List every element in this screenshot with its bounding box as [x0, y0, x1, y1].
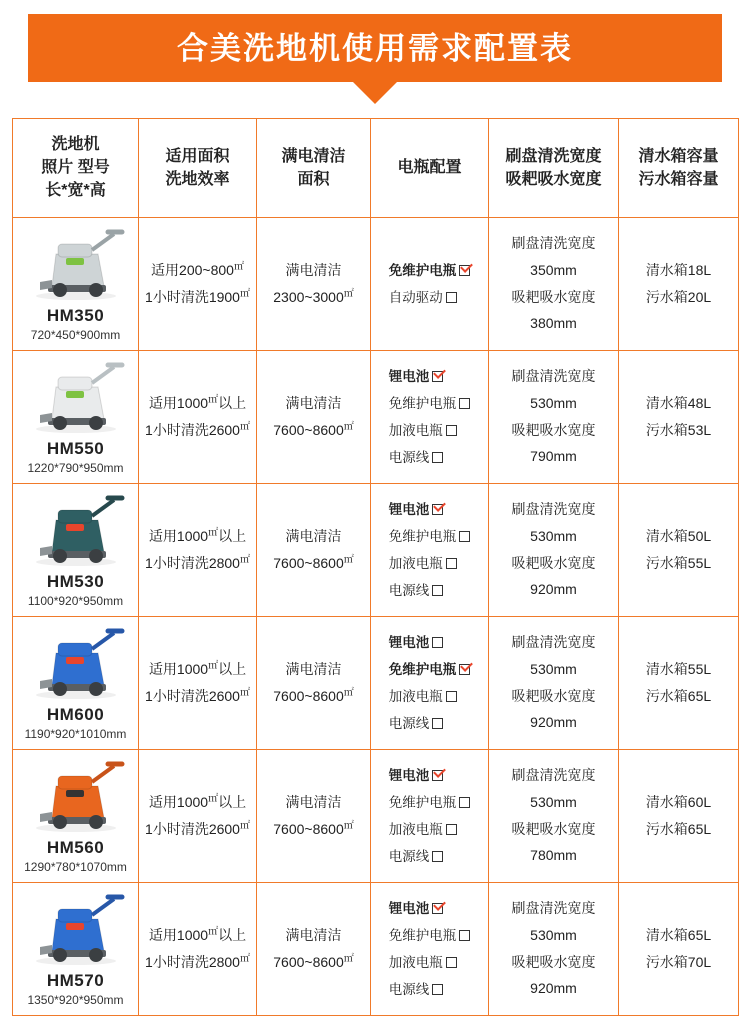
table-body [13, 217, 739, 1015]
full-charge-cell [257, 616, 371, 749]
full-charge-line: 满电清洁 [285, 527, 342, 544]
cleaning-width-line: 刷盘清洗宽度 [511, 900, 596, 917]
battery-option[interactable] [389, 284, 471, 311]
column-header-tank-line-2: 污水箱容量 [638, 170, 719, 188]
battery-option-checkbox[interactable] [432, 371, 443, 382]
column-header-width [489, 119, 619, 218]
tank-capacity-line: 污水箱53L [645, 421, 712, 438]
cleaning-width-line: 920mm [530, 980, 577, 997]
battery-option[interactable] [389, 363, 471, 390]
column-header-product-line-2: 照片 型号 [41, 159, 110, 177]
area-cell [139, 217, 257, 350]
table-row [13, 483, 739, 616]
tank-capacity-line: 污水箱65L [645, 820, 712, 837]
area-cell [139, 749, 257, 882]
column-header-product-line-1: 洗地机 [51, 136, 100, 153]
tank-capacity-cell [619, 882, 739, 1015]
cleaning-width-line: 吸耙吸水宽度 [511, 687, 596, 704]
product-cell [13, 350, 139, 483]
battery-option-label: 加液电瓶 [388, 954, 443, 970]
battery-option-checkbox[interactable] [446, 957, 457, 968]
model-name: HM600 [46, 704, 105, 724]
battery-option-label: 加液电瓶 [388, 555, 443, 571]
cleaning-width-line: 380mm [530, 315, 577, 332]
area-line: 1小时清洗2600㎡ [145, 686, 250, 704]
model-name: HM350 [46, 305, 105, 325]
full-charge-line: 满电清洁 [285, 261, 342, 278]
cleaning-width-line: 920mm [530, 581, 577, 598]
tank-capacity-line: 清水箱48L [645, 394, 712, 411]
product-cell [13, 483, 139, 616]
area-line: 适用1000㎡以上 [148, 527, 247, 544]
cleaning-width-line: 530mm [530, 660, 577, 677]
battery-option[interactable] [389, 683, 471, 710]
machine-photo [15, 889, 136, 967]
battery-option-label: 锂电池 [388, 767, 430, 783]
full-charge-line: 7600~8600㎡ [273, 952, 354, 970]
cleaning-width-line: 780mm [530, 847, 577, 864]
cleaning-width-cell [489, 882, 619, 1015]
tank-capacity-line: 污水箱20L [645, 288, 712, 305]
battery-option[interactable] [389, 762, 471, 789]
cleaning-width-line: 530mm [530, 926, 577, 943]
tank-capacity-line: 清水箱60L [645, 793, 712, 810]
battery-option-checkbox[interactable] [459, 797, 470, 808]
area-cell [139, 350, 257, 483]
area-line: 适用1000㎡以上 [148, 926, 247, 943]
battery-option-label: 加液电瓶 [388, 821, 443, 837]
battery-option[interactable] [389, 629, 471, 656]
spec-table [12, 118, 739, 1016]
battery-option-checkbox[interactable] [446, 292, 457, 303]
full-charge-cell [257, 217, 371, 350]
area-cell [139, 616, 257, 749]
product-cell [13, 217, 139, 350]
battery-option-label: 锂电池 [388, 368, 430, 384]
battery-option[interactable] [389, 496, 471, 523]
cleaning-width-line: 吸耙吸水宽度 [511, 953, 596, 970]
tank-capacity-line: 清水箱50L [645, 527, 712, 544]
battery-option[interactable] [389, 843, 471, 870]
model-name: HM530 [46, 571, 105, 591]
full-charge-line: 满电清洁 [285, 660, 342, 677]
battery-option-label: 免维护电瓶 [388, 395, 457, 411]
table-row [13, 350, 739, 483]
tank-capacity-cell [619, 350, 739, 483]
tank-capacity-cell [619, 749, 739, 882]
table-row [13, 882, 739, 1015]
battery-option[interactable] [389, 550, 471, 577]
column-header-full-charge-line-2: 面积 [297, 170, 330, 188]
battery-option[interactable] [389, 257, 471, 284]
battery-option-label: 电源线 [388, 582, 430, 598]
table-row [13, 749, 739, 882]
column-header-width-line-1: 刷盘清洗宽度 [505, 147, 602, 165]
battery-config-cell [371, 882, 489, 1015]
column-header-battery [371, 119, 489, 218]
spec-table-container [12, 118, 738, 1016]
cleaning-width-cell [489, 483, 619, 616]
tank-capacity-cell [619, 483, 739, 616]
battery-option[interactable] [389, 789, 471, 816]
battery-option[interactable] [389, 816, 471, 843]
battery-config-cell [371, 483, 489, 616]
battery-option-label: 加液电瓶 [388, 688, 443, 704]
cleaning-width-line: 530mm [530, 394, 577, 411]
full-charge-cell [257, 483, 371, 616]
column-header-battery-line-1: 电瓶配置 [397, 159, 462, 177]
battery-option-label: 免维护电瓶 [388, 528, 457, 544]
tank-capacity-line: 污水箱65L [645, 687, 712, 704]
battery-option-label: 免维护电瓶 [388, 262, 457, 278]
cleaning-width-cell [489, 350, 619, 483]
tank-capacity-line: 清水箱18L [645, 261, 712, 278]
battery-option-checkbox[interactable] [432, 718, 443, 729]
cleaning-width-cell [489, 749, 619, 882]
battery-option-checkbox[interactable] [446, 691, 457, 702]
area-cell [139, 882, 257, 1015]
model-dimensions: 1350*920*950mm [27, 992, 124, 1007]
cleaning-width-line: 530mm [530, 793, 577, 810]
table-row [13, 616, 739, 749]
banner-arrow-decoration [353, 82, 397, 104]
battery-option-label: 电源线 [388, 449, 430, 465]
product-cell [13, 749, 139, 882]
cleaning-width-line: 吸耙吸水宽度 [511, 820, 596, 837]
battery-option-checkbox[interactable] [432, 851, 443, 862]
battery-config-cell [371, 217, 489, 350]
cleaning-width-line: 530mm [530, 527, 577, 544]
cleaning-width-line: 吸耙吸水宽度 [511, 554, 596, 571]
full-charge-line: 满电清洁 [285, 793, 342, 810]
cleaning-width-line: 790mm [530, 448, 577, 465]
full-charge-cell [257, 749, 371, 882]
column-header-full-charge [257, 119, 371, 218]
battery-option[interactable] [389, 895, 471, 922]
battery-option[interactable] [389, 577, 471, 604]
column-header-tank [619, 119, 739, 218]
area-line: 适用1000㎡以上 [148, 793, 247, 810]
battery-option[interactable] [389, 949, 471, 976]
cleaning-width-line: 350mm [530, 261, 577, 278]
battery-option[interactable] [389, 417, 471, 444]
area-line: 适用1000㎡以上 [148, 394, 247, 411]
banner-bar [28, 14, 722, 82]
battery-option[interactable] [389, 390, 471, 417]
battery-option-checkbox[interactable] [459, 930, 470, 941]
column-header-product [13, 119, 139, 218]
battery-option-checkbox[interactable] [446, 425, 457, 436]
battery-option-checkbox[interactable] [432, 903, 443, 914]
column-header-area-line-1: 适用面积 [165, 147, 230, 165]
tank-capacity-line: 污水箱70L [645, 953, 712, 970]
battery-option-label: 锂电池 [388, 501, 430, 517]
model-dimensions: 1220*790*950mm [27, 460, 124, 475]
column-header-product-line-3: 长*宽*高 [45, 182, 106, 200]
machine-photo [15, 490, 136, 568]
battery-option-checkbox[interactable] [446, 558, 457, 569]
cleaning-width-line: 刷盘清洗宽度 [511, 235, 596, 252]
cleaning-width-line: 刷盘清洗宽度 [511, 368, 596, 385]
table-header-row [13, 119, 739, 218]
cleaning-width-line: 吸耙吸水宽度 [511, 288, 596, 305]
machine-photo [15, 357, 136, 435]
area-line: 适用200~800㎡ [151, 261, 244, 278]
model-dimensions: 1100*920*950mm [27, 593, 124, 608]
area-line: 1小时清洗2600㎡ [145, 420, 250, 438]
area-line: 1小时清洗2600㎡ [145, 819, 250, 837]
full-charge-line: 满电清洁 [285, 394, 342, 411]
header-banner [0, 0, 750, 104]
cleaning-width-line: 吸耙吸水宽度 [511, 421, 596, 438]
full-charge-cell [257, 882, 371, 1015]
area-line: 1小时清洗2800㎡ [145, 952, 250, 970]
full-charge-line: 7600~8600㎡ [273, 420, 354, 438]
battery-option-checkbox[interactable] [432, 504, 443, 515]
machine-photo [15, 224, 136, 302]
cleaning-width-cell [489, 616, 619, 749]
battery-config-cell [371, 616, 489, 749]
full-charge-line: 7600~8600㎡ [273, 819, 354, 837]
cleaning-width-line: 刷盘清洗宽度 [511, 767, 596, 784]
battery-option-checkbox[interactable] [432, 452, 443, 463]
battery-config-cell [371, 749, 489, 882]
model-name: HM560 [46, 837, 105, 857]
battery-option-checkbox[interactable] [459, 265, 470, 276]
tank-capacity-cell [619, 616, 739, 749]
full-charge-line: 7600~8600㎡ [273, 686, 354, 704]
column-header-full-charge-line-1: 满电清洁 [281, 147, 346, 165]
model-name: HM550 [46, 438, 105, 458]
product-cell [13, 882, 139, 1015]
column-header-area-line-2: 洗地效率 [165, 170, 230, 188]
battery-option-label: 锂电池 [388, 900, 430, 916]
battery-option-checkbox[interactable] [459, 664, 470, 675]
table-row [13, 217, 739, 350]
battery-option-label: 加液电瓶 [388, 422, 443, 438]
battery-option-label: 免维护电瓶 [388, 794, 457, 810]
cleaning-width-line: 刷盘清洗宽度 [511, 501, 596, 518]
battery-option-checkbox[interactable] [446, 824, 457, 835]
battery-option-label: 免维护电瓶 [388, 927, 457, 943]
battery-option-label: 电源线 [388, 981, 430, 997]
table-header [13, 119, 739, 218]
battery-option-checkbox[interactable] [432, 770, 443, 781]
area-cell [139, 483, 257, 616]
full-charge-line: 2300~3000㎡ [273, 287, 354, 305]
model-dimensions: 1290*780*1070mm [24, 859, 127, 874]
battery-option-checkbox[interactable] [432, 585, 443, 596]
full-charge-cell [257, 350, 371, 483]
full-charge-line: 7600~8600㎡ [273, 553, 354, 571]
battery-option-label: 自动驱动 [388, 289, 443, 305]
battery-option[interactable] [389, 656, 471, 683]
page-title: 合美洗地机使用需求配置表 [177, 30, 573, 66]
battery-option-label: 锂电池 [388, 634, 430, 650]
machine-photo [15, 623, 136, 701]
column-header-tank-line-1: 清水箱容量 [638, 147, 719, 165]
cleaning-width-line: 刷盘清洗宽度 [511, 634, 596, 651]
full-charge-line: 满电清洁 [285, 926, 342, 943]
product-cell [13, 616, 139, 749]
column-header-area [139, 119, 257, 218]
column-header-width-line-2: 吸耙吸水宽度 [505, 170, 602, 188]
area-line: 1小时清洗2800㎡ [145, 553, 250, 571]
battery-option-label: 电源线 [388, 715, 430, 731]
battery-option-checkbox[interactable] [459, 531, 470, 542]
battery-option-checkbox[interactable] [459, 398, 470, 409]
battery-option[interactable] [389, 523, 471, 550]
battery-option[interactable] [389, 444, 471, 471]
model-dimensions: 1190*920*1010mm [24, 726, 127, 741]
machine-photo [15, 756, 136, 834]
battery-option-checkbox[interactable] [432, 637, 443, 648]
battery-option-label: 电源线 [388, 848, 430, 864]
battery-option-label: 免维护电瓶 [388, 661, 457, 677]
battery-config-cell [371, 350, 489, 483]
model-dimensions: 720*450*900mm [30, 327, 121, 342]
tank-capacity-line: 清水箱65L [645, 926, 712, 943]
model-name: HM570 [46, 970, 105, 990]
tank-capacity-line: 污水箱55L [645, 554, 712, 571]
area-line: 适用1000㎡以上 [148, 660, 247, 677]
battery-option[interactable] [389, 710, 471, 737]
cleaning-width-cell [489, 217, 619, 350]
tank-capacity-cell [619, 217, 739, 350]
tank-capacity-line: 清水箱55L [645, 660, 712, 677]
battery-option[interactable] [389, 976, 471, 1003]
cleaning-width-line: 920mm [530, 714, 577, 731]
area-line: 1小时清洗1900㎡ [145, 287, 250, 305]
battery-option[interactable] [389, 922, 471, 949]
